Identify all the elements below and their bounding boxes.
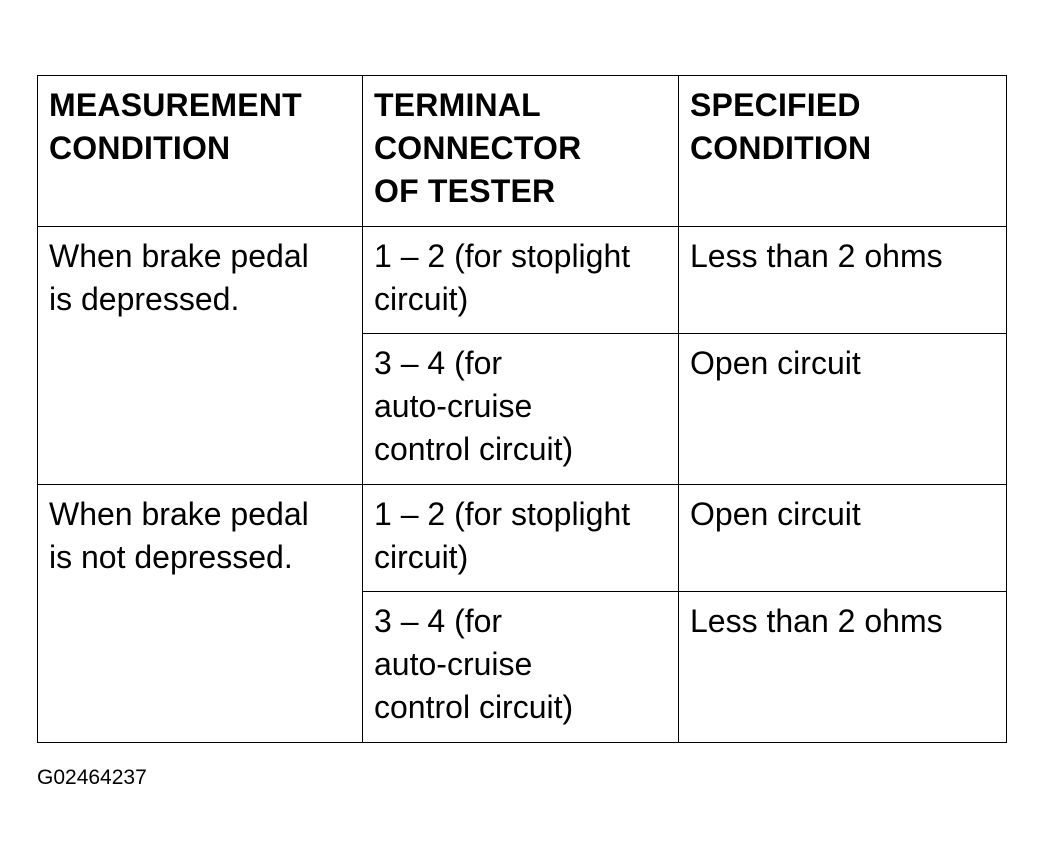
- condition-cell-not-depressed: When brake pedal is not depressed.: [38, 485, 363, 743]
- specified-cell: Open circuit: [679, 334, 1007, 485]
- header-terminal-connector: TERMINAL CONNECTOR OF TESTER: [363, 76, 679, 227]
- header-measurement-condition: MEASUREMENT CONDITION: [38, 76, 363, 227]
- terminal-cell: 1 – 2 (for stoplight circuit): [363, 227, 679, 334]
- terminal-cell: 3 – 4 (for auto-cruise control circuit): [363, 334, 679, 485]
- terminal-cell: 1 – 2 (for stoplight circuit): [363, 485, 679, 592]
- table-row: [38, 485, 1007, 592]
- header-specified-condition: SPECIFIED CONDITION: [679, 76, 1007, 227]
- specified-cell: Open circuit: [679, 485, 1007, 592]
- figure-id-label: G02464237: [37, 766, 147, 789]
- table-row: [38, 227, 1007, 334]
- terminal-cell: 3 – 4 (for auto-cruise control circuit): [363, 592, 679, 743]
- brake-switch-spec-table: [37, 75, 1007, 743]
- specified-cell: Less than 2 ohms: [679, 592, 1007, 743]
- table-header-row: [38, 76, 1007, 227]
- condition-cell-depressed: When brake pedal is depressed.: [38, 227, 363, 485]
- specified-cell: Less than 2 ohms: [679, 227, 1007, 334]
